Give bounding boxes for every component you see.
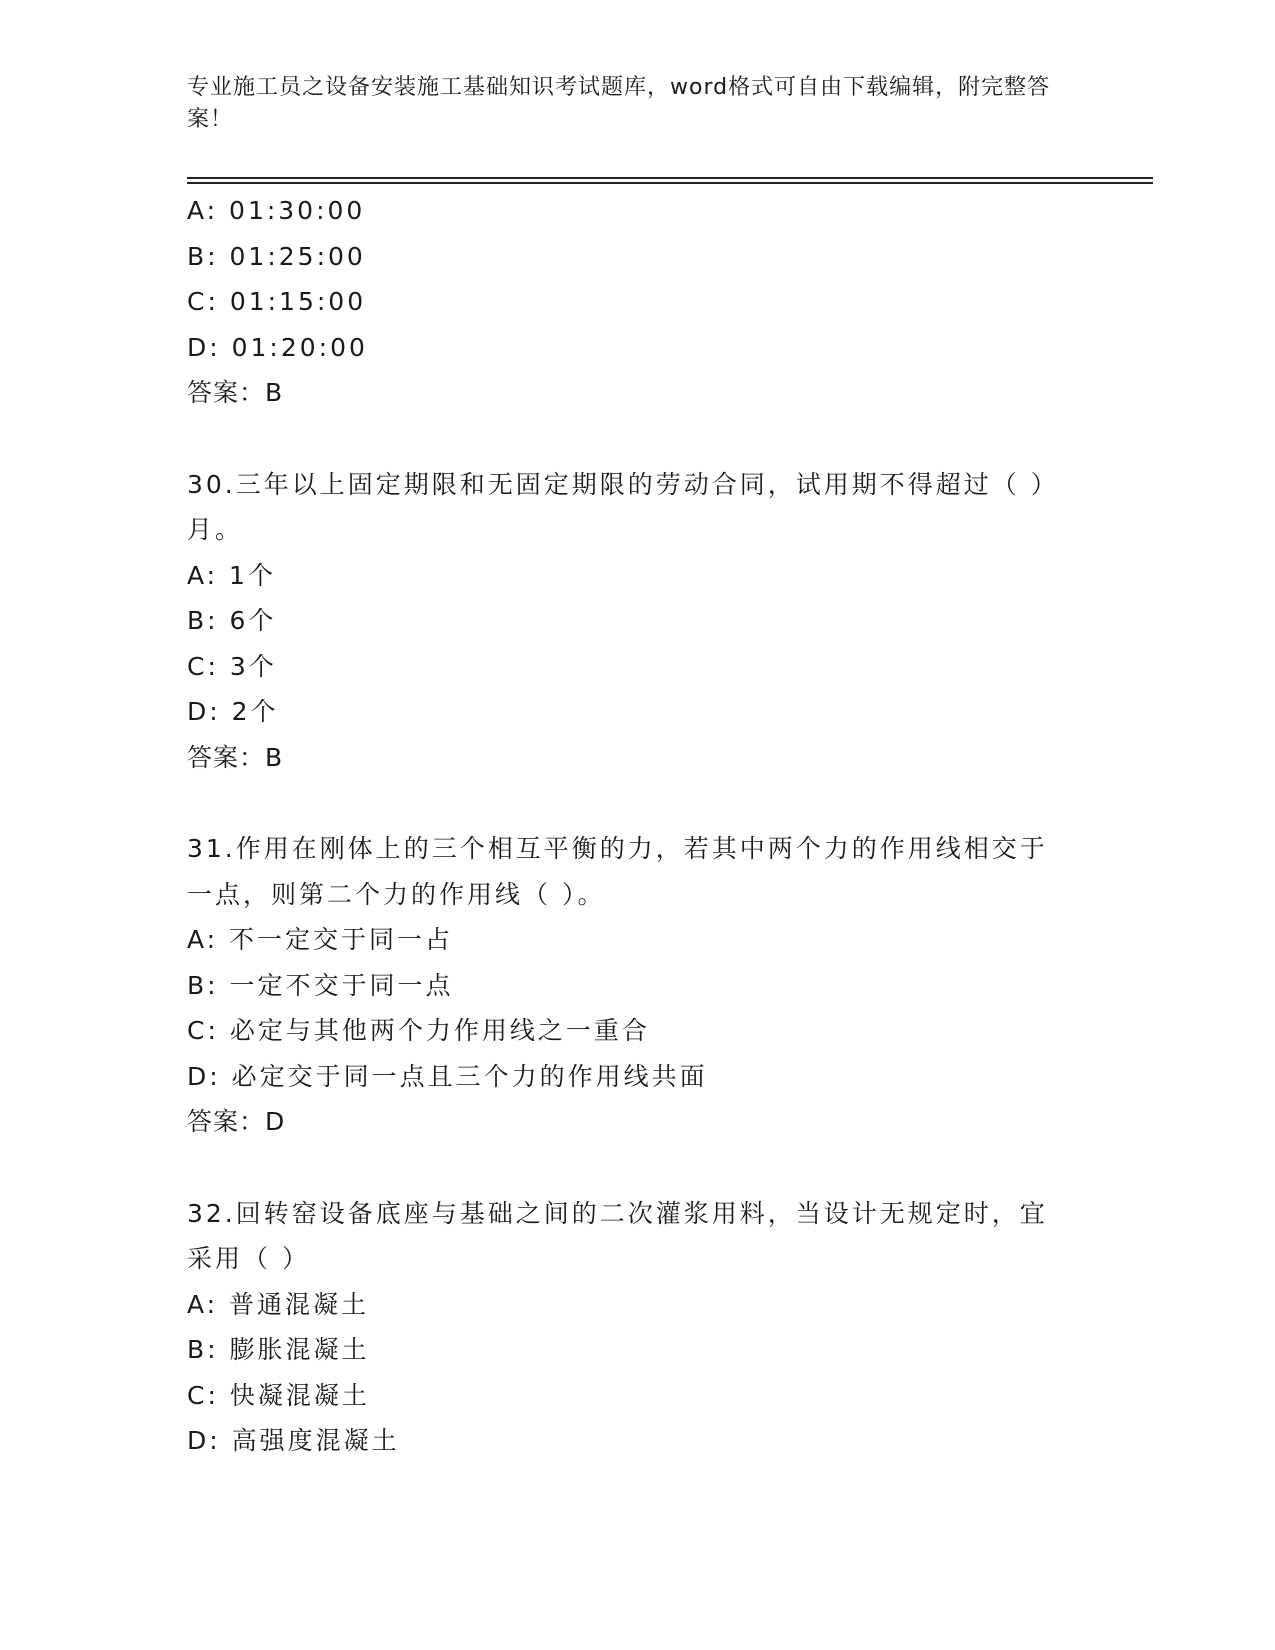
option-b: B: 01:25:00 xyxy=(187,241,366,271)
option-a: A: 01:30:00 xyxy=(187,196,366,225)
question-list xyxy=(187,188,1087,1464)
option-a: A: 不一定交于同一占 xyxy=(187,925,454,954)
question-text: 31.作用在刚体上的三个相互平衡的力，若其中两个力的作用线相交于一点，则第二个力的作用线（ ）。 xyxy=(187,834,1048,909)
option-d: D: 2个 xyxy=(187,697,279,726)
question-29-block xyxy=(187,188,1087,416)
answer-line: 答案：B xyxy=(187,742,284,772)
answer-line: 答案：D xyxy=(187,1107,286,1136)
option-d: D: 01:20:00 xyxy=(187,332,368,362)
option-c: C: 3个 xyxy=(187,651,277,681)
question-text: 30.三年以上固定期限和无固定期限的劳动合同，试用期不得超过（ ）月。 xyxy=(187,469,1059,544)
question-32-block xyxy=(187,1191,1087,1464)
option-a: A: 普通混凝土 xyxy=(187,1289,370,1319)
option-b: B: 6个 xyxy=(187,606,277,635)
option-a: A: 1个 xyxy=(187,560,276,590)
option-d: D: 必定交于同一点且三个力的作用线共面 xyxy=(187,1061,708,1091)
header-rule-top xyxy=(187,177,1153,179)
answer-line: 答案：B xyxy=(187,378,284,407)
document-header: 专业施工员之设备安装施工基础知识考试题库，word格式可自由下载编辑，附完整答案！ xyxy=(187,75,1051,132)
option-c: C: 快凝混凝土 xyxy=(187,1380,370,1410)
option-b: B: 膨胀混凝土 xyxy=(187,1335,370,1364)
option-c: C: 必定与其他两个力作用线之一重合 xyxy=(187,1016,650,1045)
option-b: B: 一定不交于同一点 xyxy=(187,970,454,1000)
option-d: D: 高强度混凝土 xyxy=(187,1426,400,1455)
question-31-block xyxy=(187,826,1087,1145)
header-rule-bottom xyxy=(187,182,1153,184)
question-30-block xyxy=(187,462,1087,781)
question-text: 32.回转窑设备底座与基础之间的二次灌浆用料，当设计无规定时，宜采用（ ） xyxy=(187,1198,1048,1273)
option-c: C: 01:15:00 xyxy=(187,287,367,316)
